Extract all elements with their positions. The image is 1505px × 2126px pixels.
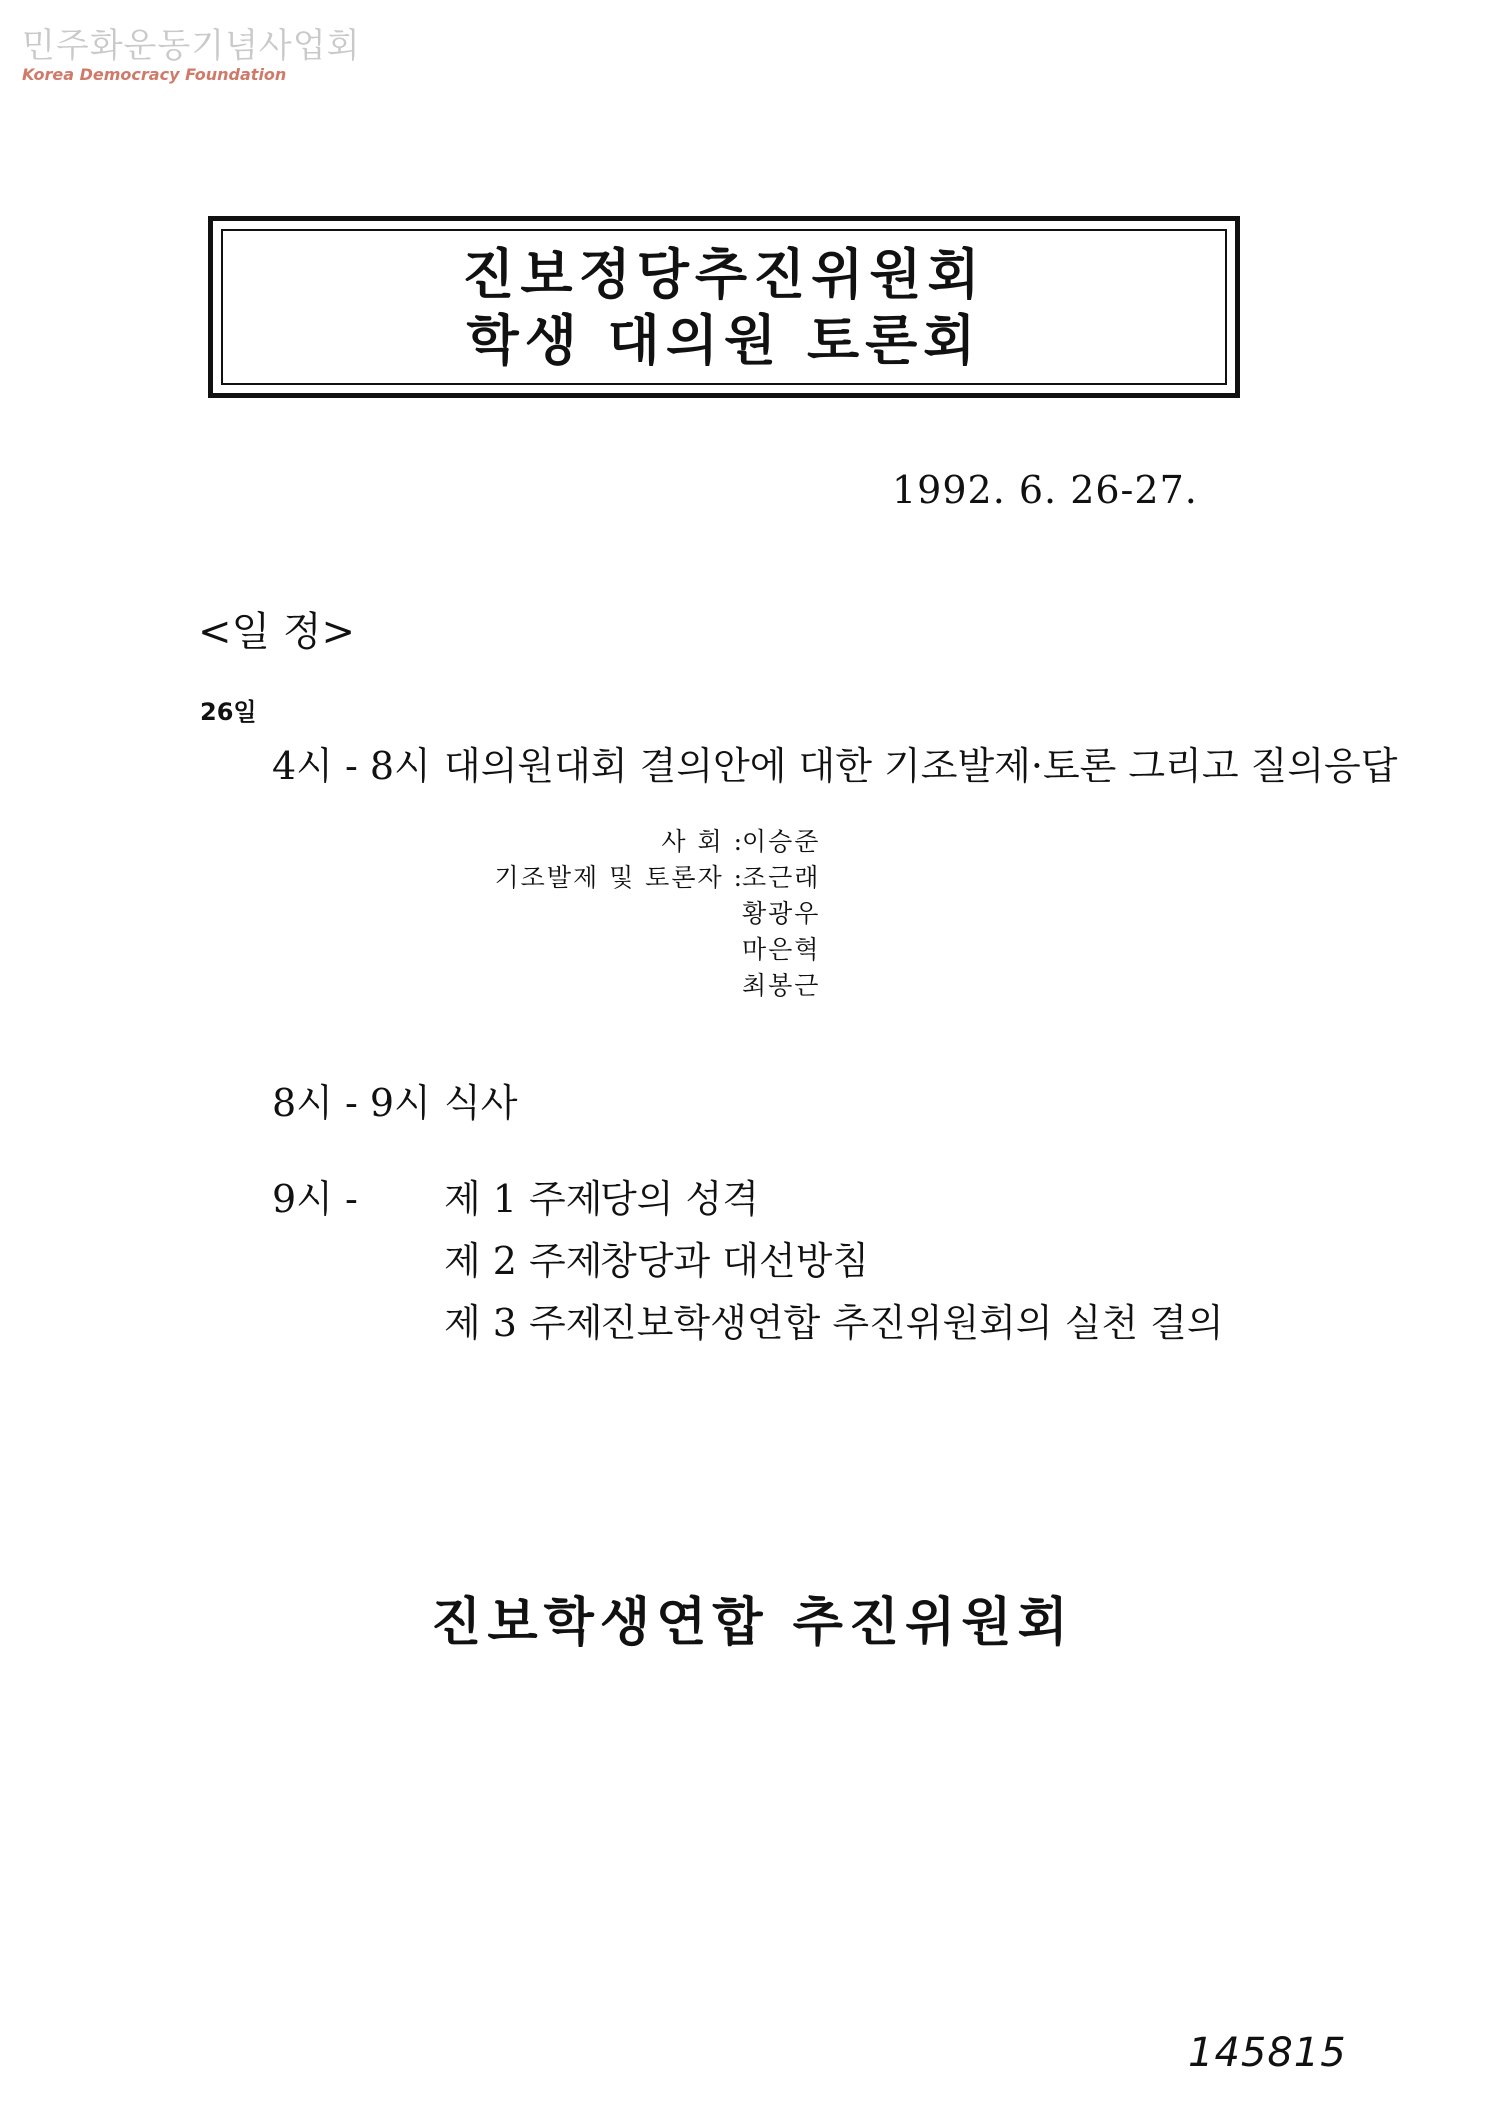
role-row-4	[0, 930, 1505, 966]
title-box	[208, 216, 1240, 398]
role-label-presenter: 기조발제 및 토론자 :	[494, 863, 744, 892]
role-label-host: 사 회 :	[661, 827, 744, 856]
session-1-time: 4시 - 8시	[272, 744, 431, 788]
watermark	[22, 18, 360, 84]
handwritten-document-number: 145815	[1188, 2030, 1347, 2076]
role-name-presenter-2: 황광우	[742, 899, 821, 928]
session-2-item: 식사	[444, 1081, 518, 1125]
event-date: 1992. 6. 26-27.	[892, 468, 1198, 512]
topic-1-number: 제 1 주제	[444, 1177, 603, 1221]
watermark-english: Korea Democracy Foundation	[22, 65, 287, 84]
topic-3-number: 제 3 주제	[444, 1301, 603, 1345]
title-box-inner	[221, 229, 1227, 385]
role-name-presenter-3: 마은혁	[742, 935, 821, 964]
schedule-heading: <일 정>	[198, 609, 356, 655]
session-1	[0, 735, 1505, 788]
topic-row-3	[0, 1292, 1505, 1345]
role-name-host: 이승준	[742, 827, 821, 856]
role-name-presenter-4: 최봉근	[742, 971, 821, 1000]
topic-2-number: 제 2 주제	[444, 1239, 603, 1283]
topic-3-text: 진보학생연합 추진위원회의 실천 결의	[600, 1301, 1224, 1345]
role-row-1	[0, 822, 1505, 858]
day-label: 26일	[200, 698, 257, 726]
role-row-2	[0, 858, 1505, 894]
session-1-item: 대의원대회 결의안에 대한 기조발제·토론 그리고 질의응답	[444, 744, 1398, 788]
topic-1-text: 당의 성격	[600, 1177, 759, 1221]
role-name-presenter-1: 조근래	[742, 863, 821, 892]
session-2-time: 8시 - 9시	[272, 1081, 431, 1125]
role-row-5	[0, 966, 1505, 1002]
session-3	[0, 1168, 1505, 1221]
title-line-2: 학생 대의원 토론회	[466, 308, 982, 372]
title-line-1: 진보정당추진위원회	[462, 242, 986, 306]
topic-row-2	[0, 1230, 1505, 1283]
role-row-3	[0, 894, 1505, 930]
watermark-korean: 민주화운동기념사업회	[22, 26, 361, 66]
session-2	[0, 1072, 1505, 1125]
topic-2-text: 창당과 대선방침	[600, 1239, 870, 1283]
session-3-time: 9시 -	[272, 1177, 358, 1221]
organization-name: 진보학생연합 추진위원회	[431, 1592, 1074, 1653]
